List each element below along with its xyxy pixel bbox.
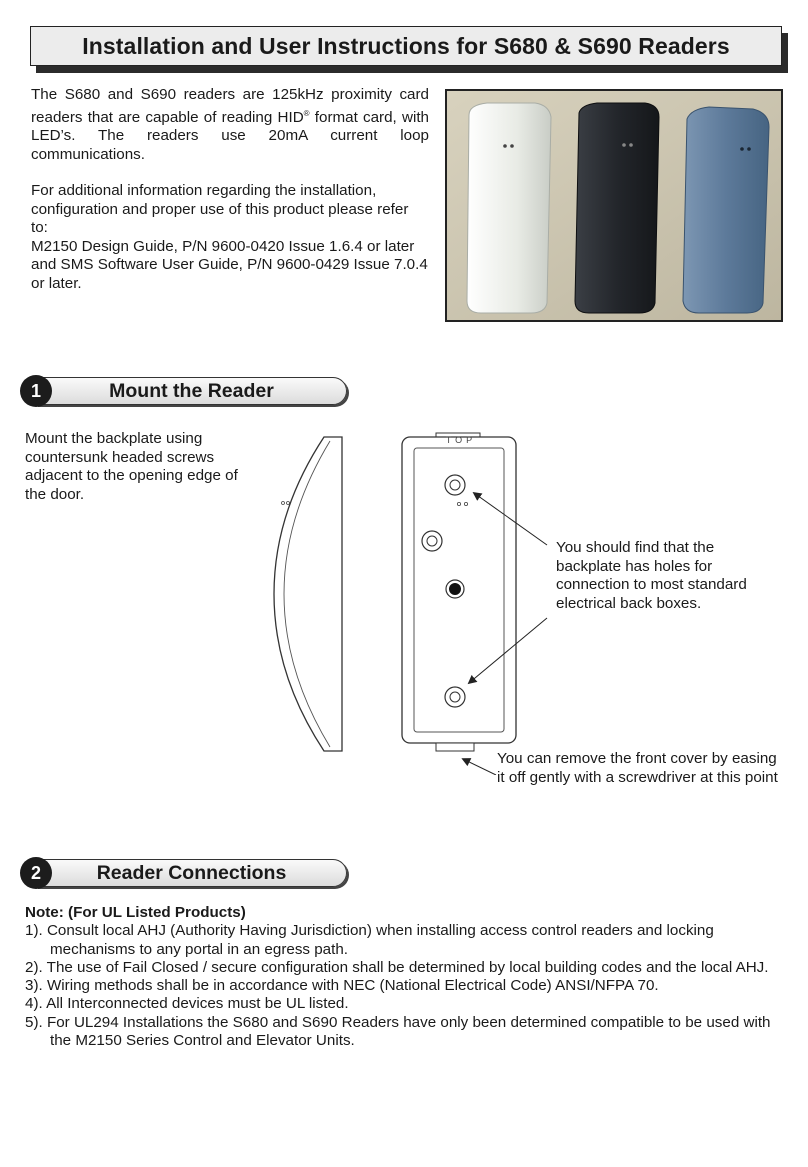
intro-paragraph-3: M2150 Design Guide, P/N 9600-0420 Issue 1.6.4 or later and SMS Software User Guide, P/N 9600-0429 Issue 7.0.4 or later. — [31, 237, 428, 292]
top-label: TOP — [445, 435, 477, 445]
notes-list — [25, 922, 795, 1050]
page-title: Installation and User Instructions for S680 & S690 Readers — [30, 26, 782, 66]
ul-notes — [25, 904, 795, 1050]
note-item: 5). For UL294 Installations the S680 and S690 Readers have only been determined compatible to be used with the M2150 Series Control and Elevator Units. — [25, 1013, 771, 1050]
section-1-number: 1 — [20, 375, 52, 407]
intro-paragraph-2: For additional information regarding the installation, configuration and proper use of this product please refer to: — [31, 182, 409, 237]
section-2-title: Reader Connections — [36, 859, 347, 887]
mount-instruction: Mount the backplate using countersunk headed screws adjacent to the opening edge of the door. — [25, 430, 238, 503]
note-item: 1). Consult local AHJ (Authority Having Jurisdiction) when installing access control readers and locking mechanisms to any portal in an egress path. — [25, 922, 714, 958]
notes-heading: Note: (For UL Listed Products) — [25, 904, 246, 921]
product-photo — [445, 89, 783, 322]
note-item: 3). Wiring methods shall be in accordance with NEC (National Electrical Code) ANSI/NFPA 70. — [25, 977, 659, 995]
intro-paragraph-1: The S680 and S690 readers are 125kHz proximity card readers that are capable of reading HID® format card, with LED’s. The readers use 20mA current loop communications. — [31, 86, 429, 163]
note-item: 2). The use of Fail Closed / secure configuration shall be determined by local building codes and the local AHJ. — [25, 958, 769, 976]
callout-backplate-holes: You should find that the backplate has holes for connection to most standard electrical back boxes. — [556, 539, 747, 612]
section-1-title: Mount the Reader — [36, 377, 347, 405]
registered-mark: ® — [303, 108, 310, 118]
intro-text — [31, 86, 429, 293]
arrow-to-cover-slot — [463, 759, 496, 775]
side-led-icon — [282, 502, 285, 505]
readers-photo-illustration — [447, 91, 781, 320]
note-item: 4). All Interconnected devices must be UL listed. — [25, 995, 349, 1013]
backplate-diagram — [260, 425, 550, 775]
section-2-number: 2 — [20, 857, 52, 889]
callout-front-cover: You can remove the front cover by easing it off gently with a screwdriver at this point — [497, 750, 778, 786]
